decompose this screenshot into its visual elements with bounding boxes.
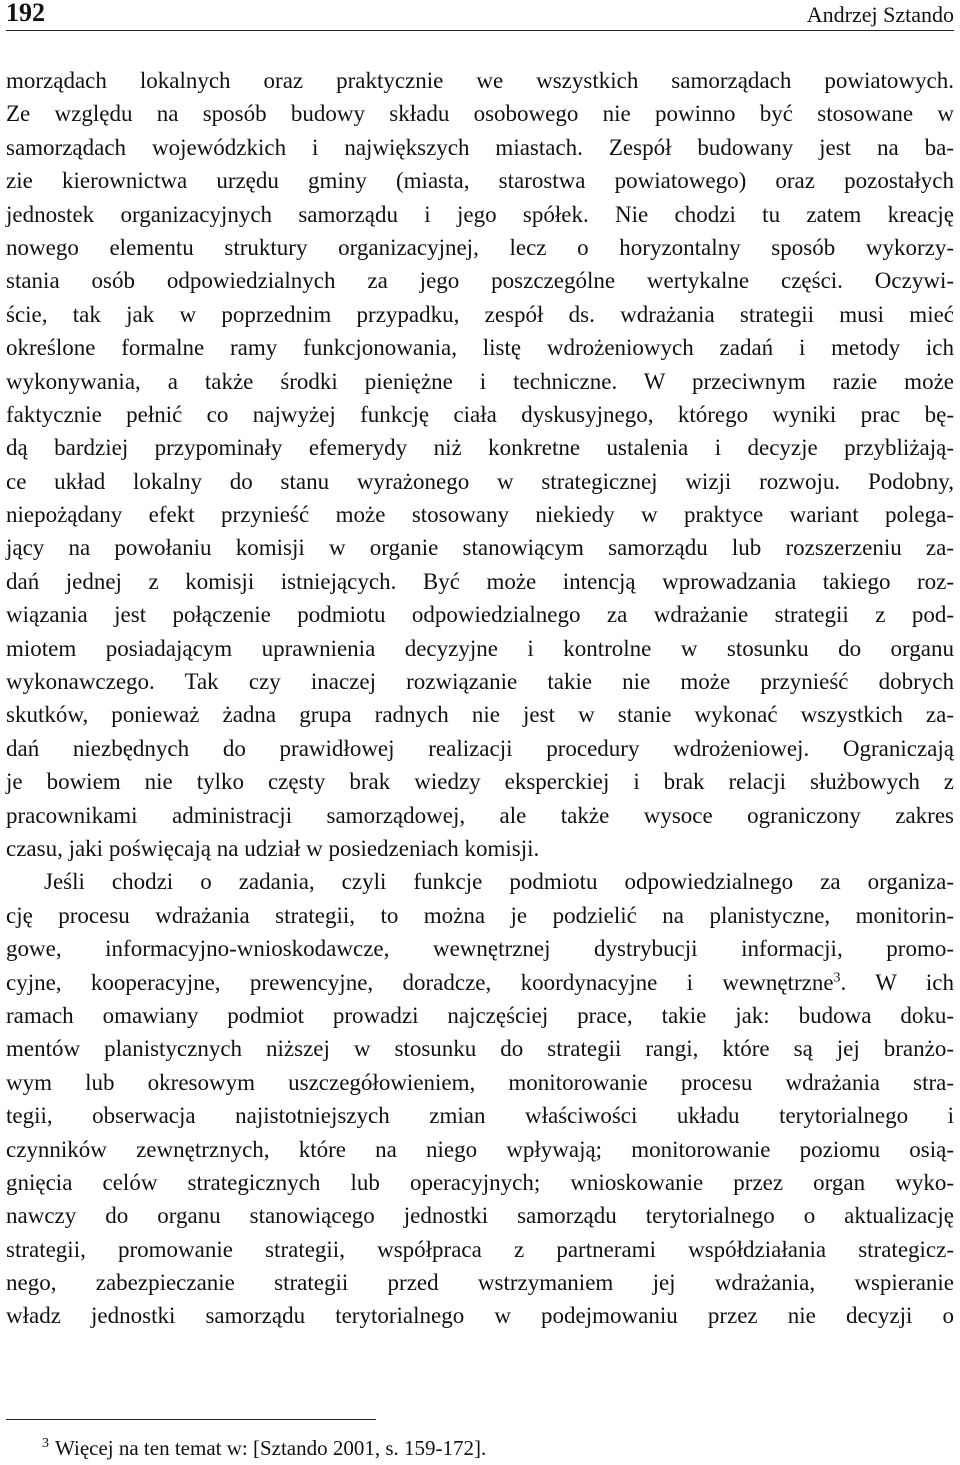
text-line: ce układ lokalny do stanu wyrażonego w strategicznej wizji rozwoju. Podobny,	[6, 468, 954, 494]
text-line: ście, tak jak w poprzednim przypadku, zespół ds. wdrażania strategii musi mieć	[6, 301, 954, 327]
text-line: władz jednostki samorządu terytorialnego w podejmowaniu przez nie decyzji o	[6, 1303, 954, 1329]
footnote-reference[interactable]: 3	[833, 969, 841, 985]
text-fragment: cyjne, kooperacyjne, prewencyjne, doradcze, koordynacyjne i wewnętrzne	[6, 969, 834, 995]
text-line: jednostek organizacyjnych samorządu i jego spółek. Nie chodzi tu zatem kreację	[6, 201, 954, 227]
running-header-author: Andrzej Sztando	[806, 2, 954, 27]
text-line: nego, zabezpieczanie strategii przed wstrzymaniem jej wdrażania, wspieranie	[6, 1270, 954, 1296]
text-line: Ze względu na sposób budowy składu osobowego nie powinno być stosowane w	[6, 101, 954, 127]
text-line: cję procesu wdrażania strategii, to można je podzielić na planistyczne, monitorin-	[6, 902, 954, 928]
page-number: 192	[6, 0, 45, 27]
text-line: pracownikami administracji samorządowej, ale także wysoce ograniczony zakres	[6, 802, 954, 828]
text-line: czynników zewnętrznych, które na niego wpływają; monitorowanie poziomu osią-	[6, 1136, 954, 1162]
text-line: zie kierownictwa urzędu gminy (miasta, starostwa powiatowego) oraz pozostałych	[6, 168, 954, 194]
text-line: nowego elementu struktury organizacyjnej, lecz o horyzontalny sposób wykorzy-	[6, 234, 954, 260]
footnote	[42, 1434, 486, 1462]
text-line: mentów planistycznych niższej w stosunku do strategii rangi, które są jej branżo-	[6, 1036, 954, 1062]
footnote-divider	[6, 1419, 376, 1420]
text-line: je bowiem nie tylko częsty brak wiedzy eksperckiej i brak relacji służbowych z	[6, 769, 954, 795]
text-line: strategii, promowanie strategii, współpraca z partnerami współdziałania strategicz-	[6, 1236, 954, 1262]
text-line: faktycznie pełnić co najwyżej funkcję ciała dyskusyjnego, którego wyniki prac bę-	[6, 401, 954, 427]
text-line: niepożądany efekt przynieść może stosowany niekiedy w praktyce wariant polega-	[6, 502, 954, 528]
text-line: dą bardziej przypominały efemerydy niż konkretne ustalenia i decyzje przybliżają-	[6, 435, 954, 461]
footnote-text: Więcej na ten temat w: [Sztando 2001, s. 159-172].	[55, 1436, 487, 1460]
text-line: stania osób odpowiedzialnych za jego poszczególne wertykalne części. Oczywi-	[6, 268, 954, 294]
paragraph-first-line: Jeśli chodzi o zadania, czyli funkcje podmiotu odpowiedzialnego za organiza-	[44, 869, 954, 895]
text-line: wym lub okresowym uszczegółowieniem, monitorowanie procesu wdrażania stra-	[6, 1069, 954, 1095]
text-fragment: . W ich	[840, 969, 954, 995]
text-line: jący na powołaniu komisji w organie stanowiącym samorządu lub rozszerzeniu za-	[6, 535, 954, 561]
text-line: dań niezbędnych do prawidłowej realizacji procedury wdrożeniowej. Ograniczają	[6, 735, 954, 761]
text-line: gowe, informacyjno-wnioskodawcze, wewnętrznej dystrybucji informacji, promo-	[6, 936, 954, 962]
text-line: wykonywania, a także środki pieniężne i techniczne. W przeciwnym razie może	[6, 368, 954, 394]
running-header	[6, 0, 954, 31]
text-line: skutków, ponieważ żadna grupa radnych nie jest w stanie wykonać wszystkich za-	[6, 702, 954, 728]
text-line: morządach lokalnych oraz praktycznie we wszystkich samorządach powiatowych.	[6, 68, 954, 93]
paragraph-end-line: czasu, jaki poświęcają na udział w posiedzeniach komisji.	[6, 835, 540, 861]
text-line: określone formalne ramy funkcjonowania, listę wdrożeniowych zadań i metody ich	[6, 335, 954, 361]
text-line: ramach omawiany podmiot prowadzi najczęściej prace, takie jak: budowa doku-	[6, 1002, 954, 1028]
text-line: miotem posiadającym uprawnienia decyzyjne i kontrolne w stosunku do organu	[6, 635, 954, 661]
text-line: gnięcia celów strategicznych lub operacyjnych; wnioskowanie przez organ wyko-	[6, 1169, 954, 1195]
footnote-number: 3	[42, 1436, 49, 1451]
text-line: tegii, obserwacja najistotniejszych zmian właściwości układu terytorialnego i	[6, 1103, 954, 1129]
text-line: wiązania jest połączenie podmiotu odpowiedzialnego za wdrażanie strategii z pod-	[6, 602, 954, 628]
text-line: samorządach wojewódzkich i największych miastach. Zespół budowany jest na ba-	[6, 134, 954, 160]
text-line: wykonawczego. Tak czy inaczej rozwiązanie takie nie może przynieść dobrych	[6, 669, 954, 695]
body-text	[6, 64, 954, 1333]
text-line-with-footnote-ref	[6, 966, 954, 999]
text-line: nawczy do organu stanowiącego jednostki samorządu terytorialnego o aktualizację	[6, 1203, 954, 1229]
text-line: dań jednej z komisji istniejących. Być może intencją wprowadzania takiego roz-	[6, 568, 954, 594]
